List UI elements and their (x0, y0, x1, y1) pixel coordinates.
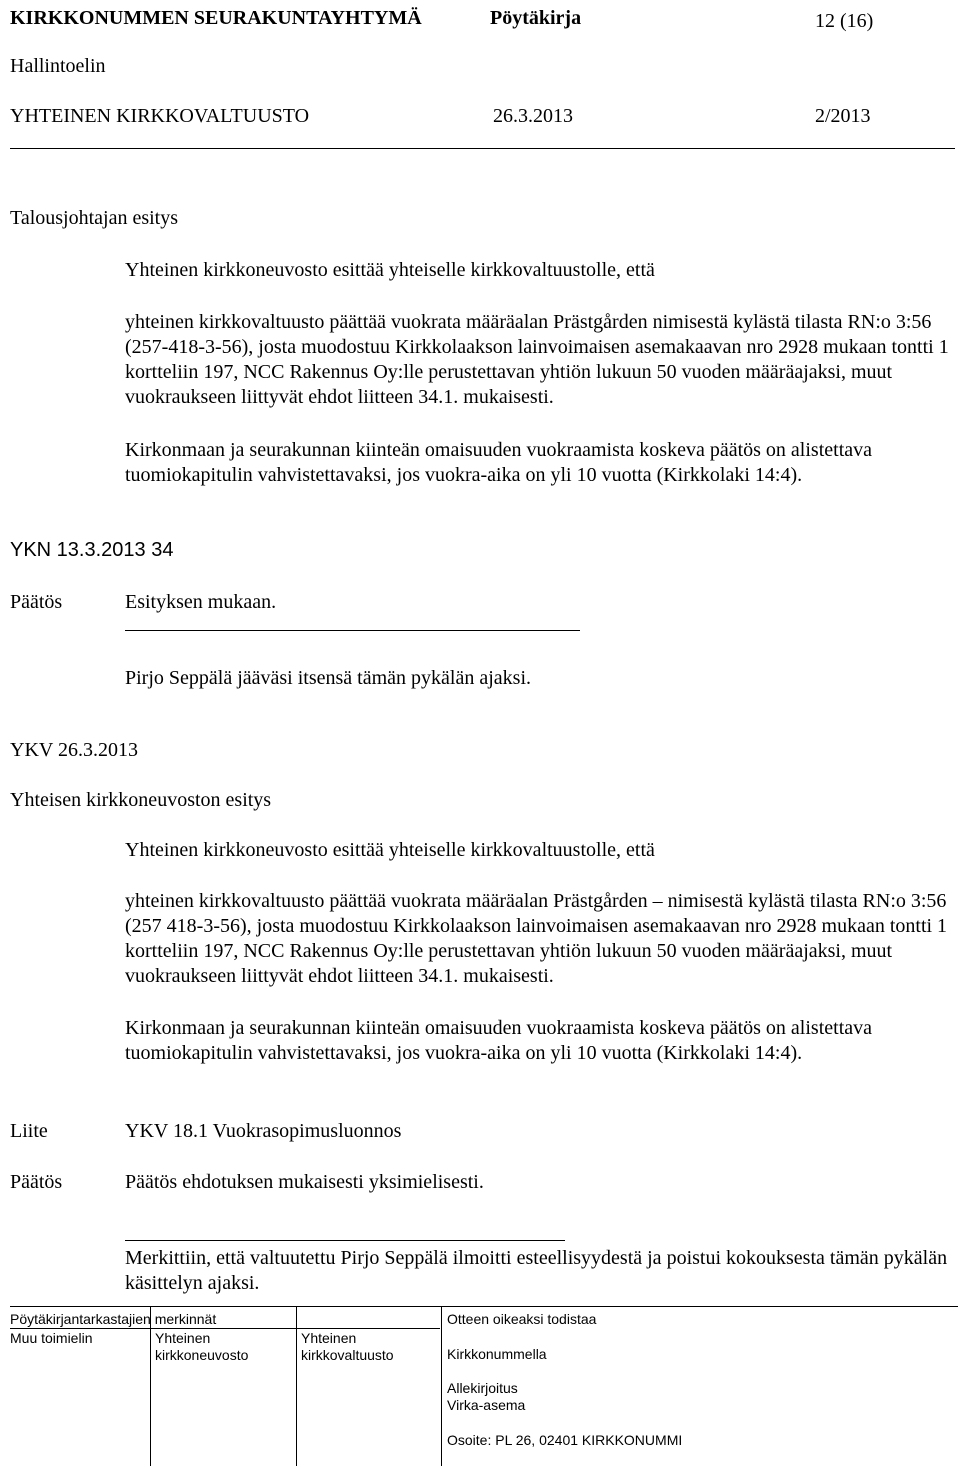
footer-col-church-assembly: Yhteinen kirkkovaltuusto (301, 1330, 394, 1363)
ykn-decision-label: Päätös (10, 591, 63, 613)
ykn-decision: Esityksen mukaan. (125, 591, 277, 613)
footer-column-divider (296, 1306, 297, 1466)
ykn-reference: YKN 13.3.2013 34 (10, 539, 174, 561)
place-label: Kirkkonummella (447, 1346, 547, 1362)
ykv-reference: YKV 26.3.2013 (10, 739, 138, 761)
footer-col-church-council: Yhteinen kirkkoneuvosto (155, 1330, 249, 1363)
organization-name: KIRKKONUMMEN SEURAKUNTAYHTYMÄ (10, 7, 422, 29)
proposal-intro: Yhteinen kirkkoneuvosto esittää yhteiselle kirkkovaltuustolle, että (125, 259, 655, 281)
footer-column-divider (441, 1306, 442, 1466)
ykv-decision: Päätös ehdotuksen mukaisesti yksimielisesti. (125, 1171, 484, 1193)
council-proposal-intro: Yhteinen kirkkoneuvosto esittää yhteiselle kirkkovaltuustolle, että (125, 839, 655, 861)
certified-copy-label: Otteen oikeaksi todistaa (447, 1311, 597, 1327)
checkers-title: Pöytäkirjantarkastajien merkinnät (10, 1311, 217, 1327)
footer-inner-border (10, 1328, 440, 1329)
footer-col-other-body: Muu toimielin (10, 1330, 93, 1346)
ykn-note: Pirjo Seppälä jääväsi itsensä tämän pykälän ajaksi. (125, 667, 531, 689)
footer-column-divider (150, 1306, 151, 1466)
meeting-number: 2/2013 (815, 105, 871, 127)
section-label-treasurer-proposal: Talousjohtajan esitys (10, 207, 179, 229)
attachment-label: Liite (10, 1120, 48, 1142)
governing-body: YHTEINEN KIRKKOVALTUUSTO (10, 105, 310, 127)
attachment-reference: YKV 18.1 Vuokrasopimusluonnos (125, 1120, 402, 1142)
proposal-paragraph-1: yhteinen kirkkovaltuusto päättää vuokrata määräalan Prästgården nimisestä kylästä tilasta RN:o 3:56 (257-418-3-56), josta muodostuu Kirkkolaakson lainvoimaisen asemakaavan nro 2928 mukaan tontti 1 kortteliin 197, NCC Rakennus Oy:lle perustettavan yhtiön lukuun 50 vuoden määräajaksi, muut vuokraukseen liittyvät ehdot liitteen 34.1. mukaisesti. (125, 311, 949, 408)
page-number: 12 (16) (815, 10, 874, 32)
section-label-council-proposal: Yhteisen kirkkoneuvoston esitys (10, 789, 272, 811)
separator-line (125, 1240, 565, 1241)
document-type: Pöytäkirja (490, 7, 582, 29)
signature-label: Allekirjoitus (447, 1380, 518, 1396)
separator-line (125, 630, 580, 631)
council-proposal-paragraph-1: yhteinen kirkkovaltuusto päättää vuokrata määräalan Prästgården – nimisestä kylästä tilasta RN:o 3:56 (257 418-3-56), josta muodostuu Kirkkolaakson lainvoimaisen asemakaavan nro 2928 mukaan tontti 1 kortteliin 197, NCC Rakennus Oy:lle perustettavan yhtiön lukuun 50 vuoden määräajaksi, muut vuokraukseen liittyvät ehdot liitteen 34.1. mukaisesti. (125, 890, 948, 987)
header-divider (10, 148, 955, 149)
ykv-decision-label: Päätös (10, 1171, 63, 1193)
department-label: Hallintoelin (10, 55, 106, 77)
council-proposal-paragraph-2: Kirkonmaan ja seurakunnan kiinteän omaisuuden vuokraamista koskeva päätös on alistettava tuomiokapitulin vahvistettavaksi, jos vuokra-aika on yli 10 vuotta (Kirkkolaki 14:4). (125, 1017, 873, 1064)
position-label: Virka-asema (447, 1397, 526, 1413)
footer-table (10, 1306, 958, 1466)
ykv-note: Merkittiin, että valtuutettu Pirjo Seppälä ilmoitti esteellisyydestä ja poistui kokouksesta tämän pykälän käsittelyn ajaksi. (125, 1247, 948, 1294)
address-label: Osoite: PL 26, 02401 KIRKKONUMMI (447, 1432, 683, 1448)
footer-top-border (10, 1306, 958, 1307)
proposal-paragraph-2: Kirkonmaan ja seurakunnan kiinteän omaisuuden vuokraamista koskeva päätös on alistettava tuomiokapitulin vahvistettavaksi, jos vuokra-aika on yli 10 vuotta (Kirkkolaki 14:4). (125, 439, 873, 486)
meeting-date: 26.3.2013 (493, 105, 573, 127)
